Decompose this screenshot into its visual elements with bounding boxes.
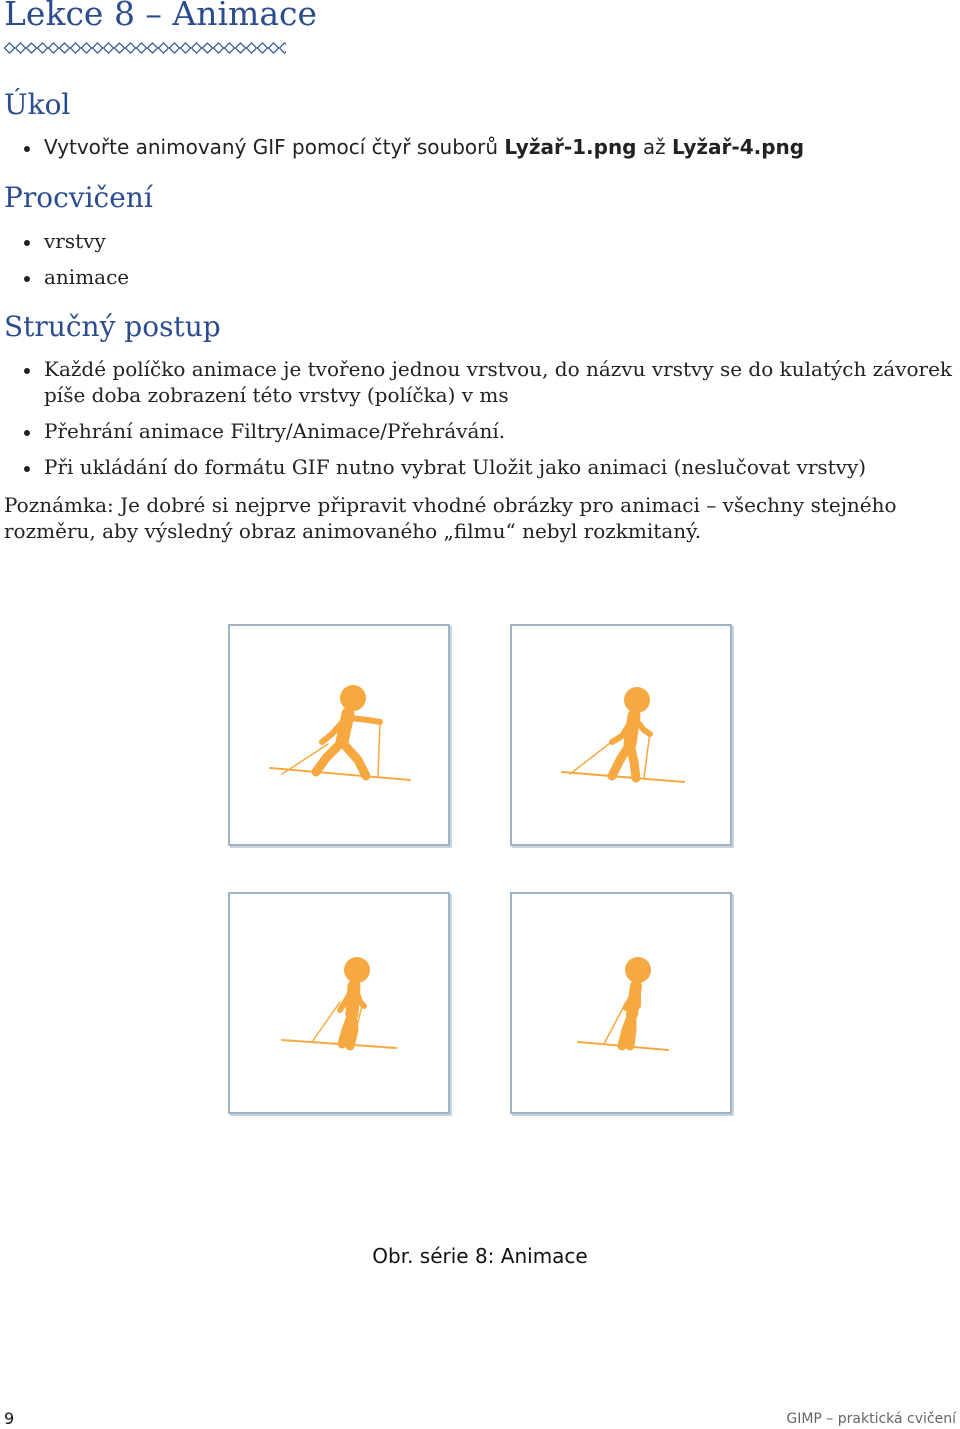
ukol-list <box>4 134 960 170</box>
section-heading-ukol: Úkol <box>4 88 71 121</box>
list-item: animace <box>4 264 960 290</box>
skier-frame-2 <box>510 624 732 846</box>
skier-frame-1 <box>228 624 450 846</box>
footer-book-title: GIMP – praktická cvičení <box>786 1411 956 1427</box>
list-item: Každé políčko animace je tvořeno jednou vrstvou, do názvu vrstvy se do kulatých závorek píše doba zobrazení této vrstvy (políčka) v ms <box>4 356 960 408</box>
list-item: Vytvořte animovaný GIF pomocí čtyř souborů Lyžař-1.png až Lyžař-4.png <box>4 134 960 160</box>
skier-frame-4 <box>510 892 732 1114</box>
skier-frame-3-icon <box>230 894 448 1112</box>
skier-frame-2-icon <box>512 626 730 844</box>
procviceni-list <box>4 228 960 300</box>
skier-frame-3 <box>228 892 450 1114</box>
list-item: vrstvy <box>4 228 960 254</box>
figure-caption: Obr. série 8: Animace <box>372 1244 588 1268</box>
page-number: 9 <box>4 1409 15 1428</box>
section-heading-procviceni: Procvičení <box>4 181 153 214</box>
page-title: Lekce 8 – Animace <box>4 0 318 33</box>
skier-frame-4-icon <box>512 894 730 1112</box>
list-item: Přehrání animace Filtry/Animace/Přehrávání. <box>4 418 960 444</box>
skier-frame-1-icon <box>230 626 448 844</box>
list-item: Při ukládání do formátu GIF nutno vybrat Uložit jako animaci (neslučovat vrstvy) <box>4 454 960 480</box>
note-paragraph: Poznámka: Je dobré si nejprve připravit vhodné obrázky pro animaci – všechny stejného rozměru, aby výsledný obraz animovaného „filmu“ nebyl rozkmitaný. <box>4 493 897 543</box>
section-heading-postup: Stručný postup <box>4 310 221 343</box>
decorative-diamond-rule <box>4 42 286 54</box>
postup-list <box>4 356 960 490</box>
